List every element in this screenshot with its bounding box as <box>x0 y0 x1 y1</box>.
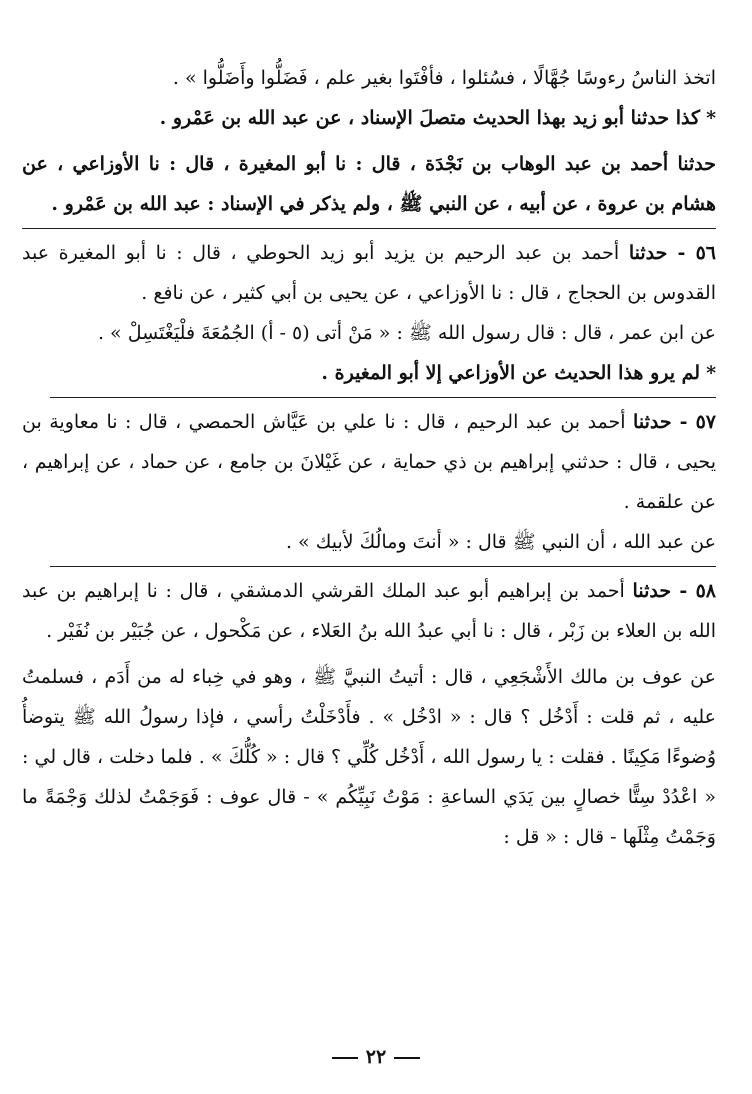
footer-dash <box>332 1057 358 1059</box>
isnad-paragraph <box>22 144 716 224</box>
hadith-57: ٥٧ - حدثنا أحمد بن عبد الرحيم ، قال : نا علي بن عَيَّاش الحمصي ، قال : نا معاوية بن يحيى ، قال : حدثني إبراهيم بن ذي حماية ، عن غَيْلانَ بن جامع ، عن حماد ، عن إبراهيم ، عن علقمة . <box>22 411 716 513</box>
hadith-number: ٥٨ <box>695 580 716 602</box>
note-text: لم يرو هذا الحديث عن الأوزاعي إلا أبو المغيرة . <box>321 362 701 384</box>
asterisk-marker: * <box>706 107 716 129</box>
hadith-matn <box>22 657 716 857</box>
hadith-lead: حدثنا <box>633 411 672 433</box>
hadith-lead: حدثنا <box>632 580 672 602</box>
hadith-matn <box>22 522 716 562</box>
note-text: كذا حدثنا أبو زيد بهذا الحديث متصلَ الإسناد ، عن عبد الله بن عَمْرو . <box>159 107 701 129</box>
hadith-isnad: أحمد بن إبراهيم أبو عبد الملك القرشي الدمشقي ، قال : نا إبراهيم بن عبد الله بن العلاء بن زَبْر ، قال : نا أبي عبدُ الله بنُ العَلاء ، عن مَكْحول ، عن جُبَيْر بن نُفَيْر . <box>22 580 716 642</box>
editorial-note <box>22 353 716 393</box>
asterisk-marker: * <box>706 362 716 384</box>
footer-dash <box>394 1057 420 1059</box>
section-divider <box>50 566 716 567</box>
editorial-note <box>22 98 716 138</box>
paragraph-text: عن عبد الله ، أن النبي ﷺ قال : « أنتَ ومالُكَ لأبيك » . <box>285 531 716 553</box>
section-divider <box>50 397 716 398</box>
section-divider <box>22 228 716 229</box>
hadith-lead: حدثنا <box>628 242 668 264</box>
paragraph-text: اتخذ الناسُ رءوسًا جُهَّالًا ، فسُئلوا ، فأفْتَوا بغير علم ، فَضَلُّوا وأَضَلُّوا » . <box>172 67 716 89</box>
hadith-56: ٥٦ - حدثنا أحمد بن عبد الرحيم بن يزيد أبو زيد الحوطي ، قال : نا أبو المغيرة عبد القدوس بن الحجاج ، قال : نا الأوزاعي ، عن يحيى بن أبي كثير ، عن نافع . <box>22 242 716 304</box>
hadith-isnad: أحمد بن عبد الرحيم ، قال : نا علي بن عَيَّاش الحمصي ، قال : نا معاوية بن يحيى ، قال : حدثني إبراهيم بن ذي حماية ، عن غَيْلانَ بن جامع ، عن حماد ، عن إبراهيم ، عن علقمة . <box>22 411 716 513</box>
hadith-number: ٥٦ <box>695 242 716 264</box>
paragraph-continuation <box>22 58 716 98</box>
paragraph-text: عن ابن عمر ، قال : قال رسول الله ﷺ : « مَنْ أتى (٥ - أ) الجُمُعَةَ فلْيَغْتَسِلْ » . <box>97 322 716 344</box>
hadith-matn <box>22 313 716 353</box>
page-number: ٢٢ <box>365 1046 387 1068</box>
hadith-isnad: أحمد بن عبد الرحيم بن يزيد أبو زيد الحوطي ، قال : نا أبو المغيرة عبد القدوس بن الحجاج ، قال : نا الأوزاعي ، عن يحيى بن أبي كثير ، عن نافع . <box>22 242 716 304</box>
page-footer <box>0 1046 752 1068</box>
hadith-58: ٥٨ - حدثنا أحمد بن إبراهيم أبو عبد الملك القرشي الدمشقي ، قال : نا إبراهيم بن عبد الله بن العلاء بن زَبْر ، قال : نا أبي عبدُ الله بنُ العَلاء ، عن مَكْحول ، عن جُبَيْر بن نُفَيْر . <box>22 580 716 642</box>
paragraph-text: عن عوف بن مالك الأَشْجَعِي ، قال : أتيتُ النبيَّ ﷺ ، وهو في خِباء له من أَدَم ، فسلمتُ عليه ، ثم قلت : أَدْخُل ؟ قال : « ادْخُل » . فأَدْخَلْتُ رأسي ، فإذا رسولُ الله ﷺ يتوضأُ وُضوءًا مَكِينًا . فقلت : يا رسول الله ، أَدْخُل كُلِّي ؟ قال : « كُلُّكَ » . فلما دخلت ، قال لي : « اعْدُدْ سِتًّا خصالٍ بين يَدَي الساعةِ : مَوْتُ نَبِيِّكُم » - قال عوف : فَوَجَمْتُ لذلك وَجْمَةً ما وَجَمْتُ مِثْلَها - قال : « قل : <box>22 666 716 848</box>
page-body <box>22 58 716 857</box>
hadith-number: ٥٧ <box>695 411 716 433</box>
paragraph-text: حدثنا أحمد بن عبد الوهاب بن نَجْدَة ، قال : نا أبو المغيرة ، قال : نا الأوزاعي ، عن هشام بن عروة ، عن أبيه ، عن النبي ﷺ ، ولم يذكر في الإسناد : عبد الله بن عَمْرو . <box>22 153 716 215</box>
